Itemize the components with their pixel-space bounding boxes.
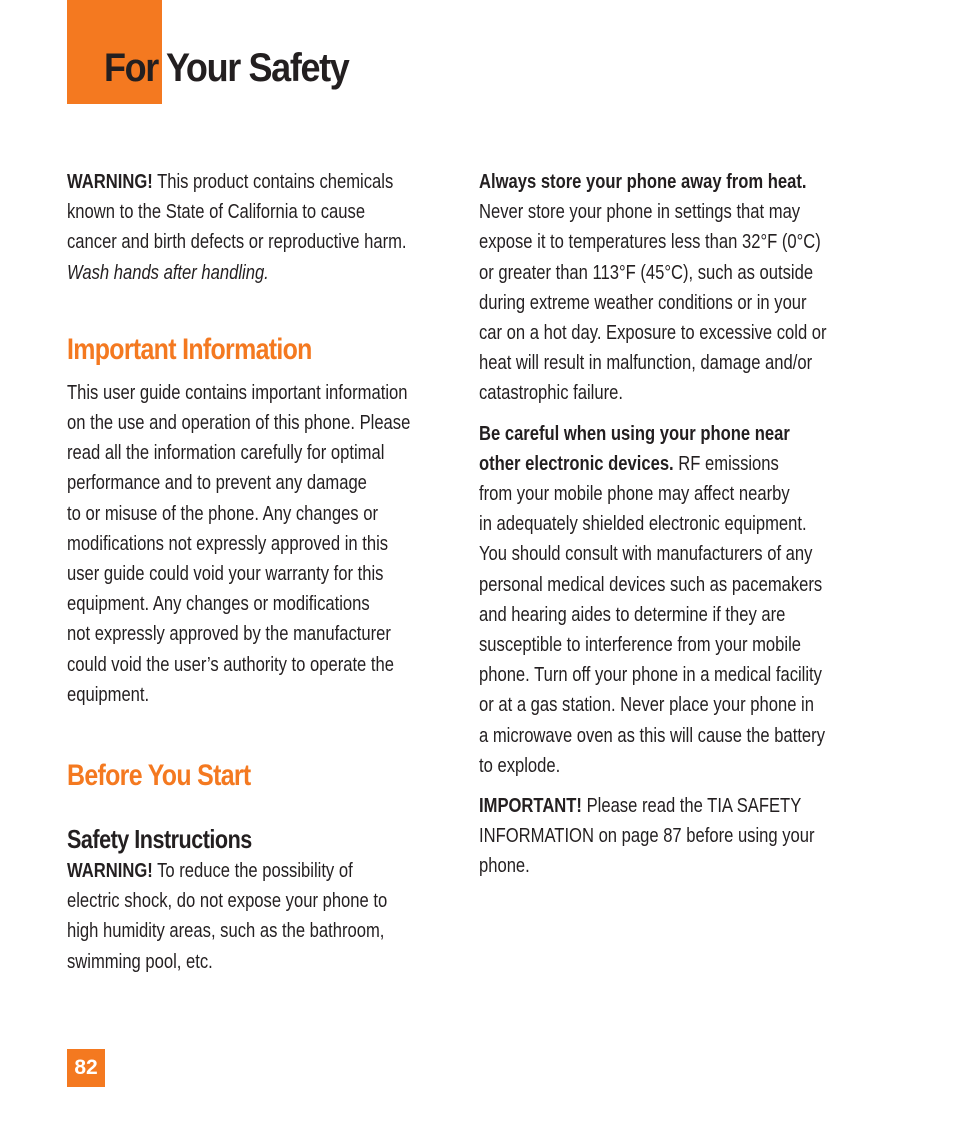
body-line: not expressly approved by the manufacturer [67,623,391,646]
warning-text-line: This product contains chemicals [152,171,394,193]
body-line: and hearing aides to determine if they are [479,603,786,626]
important-note [479,791,815,882]
left-column [67,167,452,977]
body-line: susceptible to interference from your mobile [479,634,802,657]
body-line: equipment. Any changes or modifications [67,593,370,616]
body-line: during extreme weather conditions or in your [479,291,807,314]
body-line: in adequately shielded electronic equipment. [479,513,807,536]
warning-text-line: known to the State of California to cause [67,201,366,224]
important-information-body [67,378,410,710]
body-line: high humidity areas, such as the bathroom, [67,920,385,943]
body-line: to or misuse of the phone. Any changes or [67,502,378,525]
body-line: swimming pool, etc. [67,950,213,973]
body-line: equipment. [67,683,150,706]
body-line: INFORMATION on page 87 before using your [479,825,815,848]
warning-label: WARNING! [67,171,153,193]
body-line: user guide could void your warranty for this [67,563,384,586]
body-line: phone. [479,855,530,878]
body-line: modifications not expressly approved in this [67,532,389,555]
warning-label: WARNING! [67,860,153,883]
page-number-badge: 82 [67,1049,105,1087]
warning-text-line: cancer and birth defects or reproductive harm. [67,231,407,254]
body-line: To reduce the possibility of [152,860,353,883]
heat-section [479,167,827,409]
body-line: expose it to temperatures less than 32°F (0°C) [479,231,821,254]
heat-heading: Always store your phone away from heat. [479,171,807,193]
wash-hands-note: Wash hands after handling. [67,261,269,284]
body-line: could void the user’s authority to operate the [67,653,394,676]
body-line: or at a gas station. Never place your phone in [479,694,814,717]
body-line: Please read the TIA SAFETY [581,795,802,818]
body-line: catastrophic failure. [479,382,623,405]
page-title: For Your Safety [104,46,349,90]
warning-chemicals [67,167,407,288]
warning-electric-shock [67,856,387,977]
body-line: car on a hot day. Exposure to excessive cold or [479,322,827,345]
before-you-start-heading: Before You Start [67,759,251,793]
electronic-devices-section [479,419,825,781]
body-line: RF emissions [673,452,779,475]
body-line: heat will result in malfunction, damage and/or [479,352,813,375]
important-label: IMPORTANT! [479,795,582,818]
electronic-heading-cont: other electronic devices. [479,452,674,475]
safety-instructions-heading: Safety Instructions [67,824,252,855]
body-line: Never store your phone in settings that may [479,201,801,224]
important-information-heading: Important Information [67,332,312,366]
body-line: on the use and operation of this phone. Please [67,412,411,435]
body-line: phone. Turn off your phone in a medical facility [479,664,822,687]
body-line: to explode. [479,754,561,777]
body-line: You should consult with manufacturers of any [479,543,813,566]
body-line: performance and to prevent any damage [67,472,367,495]
right-column [479,167,869,882]
body-line: personal medical devices such as pacemakers [479,573,823,596]
body-line: or greater than 113°F (45°C), such as outside [479,261,814,284]
electronic-heading: Be careful when using your phone near [479,422,790,445]
body-line: read all the information carefully for optimal [67,442,385,465]
body-line: from your mobile phone may affect nearby [479,483,790,506]
body-line: a microwave oven as this will cause the battery [479,724,825,747]
body-line: electric shock, do not expose your phone to [67,890,388,913]
body-line: This user guide contains important information [67,381,408,404]
